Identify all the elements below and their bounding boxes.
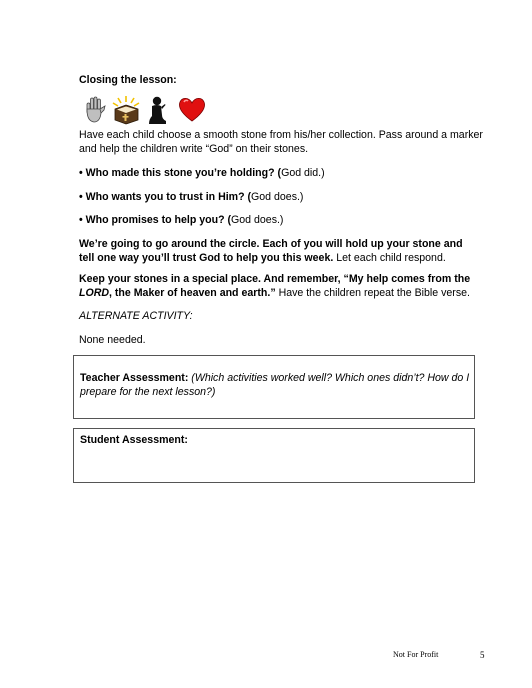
question-2-answer: God does.) bbox=[251, 191, 304, 203]
question-2-bullet: • bbox=[79, 191, 83, 203]
page-number: 5 bbox=[480, 650, 485, 660]
question-1-bullet: • bbox=[79, 167, 83, 179]
bible-icon bbox=[111, 95, 141, 125]
question-1 bbox=[79, 166, 325, 180]
question-3-bullet: • bbox=[79, 214, 83, 226]
question-2 bbox=[79, 190, 303, 204]
teacher-assessment-box[interactable] bbox=[73, 355, 475, 419]
keep-normal-text: Have the children repeat the Bible verse. bbox=[275, 287, 470, 299]
none-needed-text: None needed. bbox=[79, 334, 146, 346]
teacher-assessment-text bbox=[80, 371, 470, 399]
keep-bold-text-1: Keep your stones in a special place. And remember, “My help comes from the bbox=[79, 273, 471, 285]
student-assessment-label: Student Assessment: bbox=[80, 434, 188, 446]
teacher-assessment-prompt: (Which activities worked well? Which ones didn’t? How do I prepare for the next lesson?) bbox=[80, 372, 470, 398]
heart-icon bbox=[177, 95, 207, 123]
keep-bold-text-2: , the Maker of heaven and earth.” bbox=[109, 287, 276, 299]
keep-lord-text: LORD bbox=[79, 287, 110, 299]
student-assessment-box[interactable] bbox=[73, 428, 475, 483]
question-3-answer: God does.) bbox=[231, 214, 284, 226]
circle-paragraph bbox=[79, 237, 479, 265]
question-2-text: Who wants you to trust in Him? ( bbox=[85, 191, 252, 203]
icon-row bbox=[84, 95, 214, 125]
hand-icon bbox=[84, 95, 106, 125]
section-heading: Closing the lesson: bbox=[79, 74, 177, 86]
question-3 bbox=[79, 213, 283, 227]
question-1-answer: God did.) bbox=[281, 167, 325, 179]
circle-bold-text: We’re going to go around the circle. Each of you will hold up your stone and tell one way you’ll trust God to help you this week. bbox=[79, 238, 463, 264]
keep-paragraph bbox=[79, 272, 484, 300]
question-1-text: Who made this stone you’re holding? ( bbox=[85, 167, 282, 179]
footer-text: Not For Profit bbox=[393, 650, 439, 659]
praying-child-icon bbox=[146, 95, 168, 125]
circle-normal-text: Let each child respond. bbox=[333, 252, 446, 264]
alternate-activity-label: ALTERNATE ACTIVITY: bbox=[79, 310, 193, 322]
question-3-text: Who promises to help you? ( bbox=[85, 214, 232, 226]
intro-paragraph: Have each child choose a smooth stone from his/her collection. Pass around a marker and help the children write “God” on their stones. bbox=[79, 129, 483, 155]
teacher-assessment-label: Teacher Assessment: bbox=[80, 372, 189, 384]
